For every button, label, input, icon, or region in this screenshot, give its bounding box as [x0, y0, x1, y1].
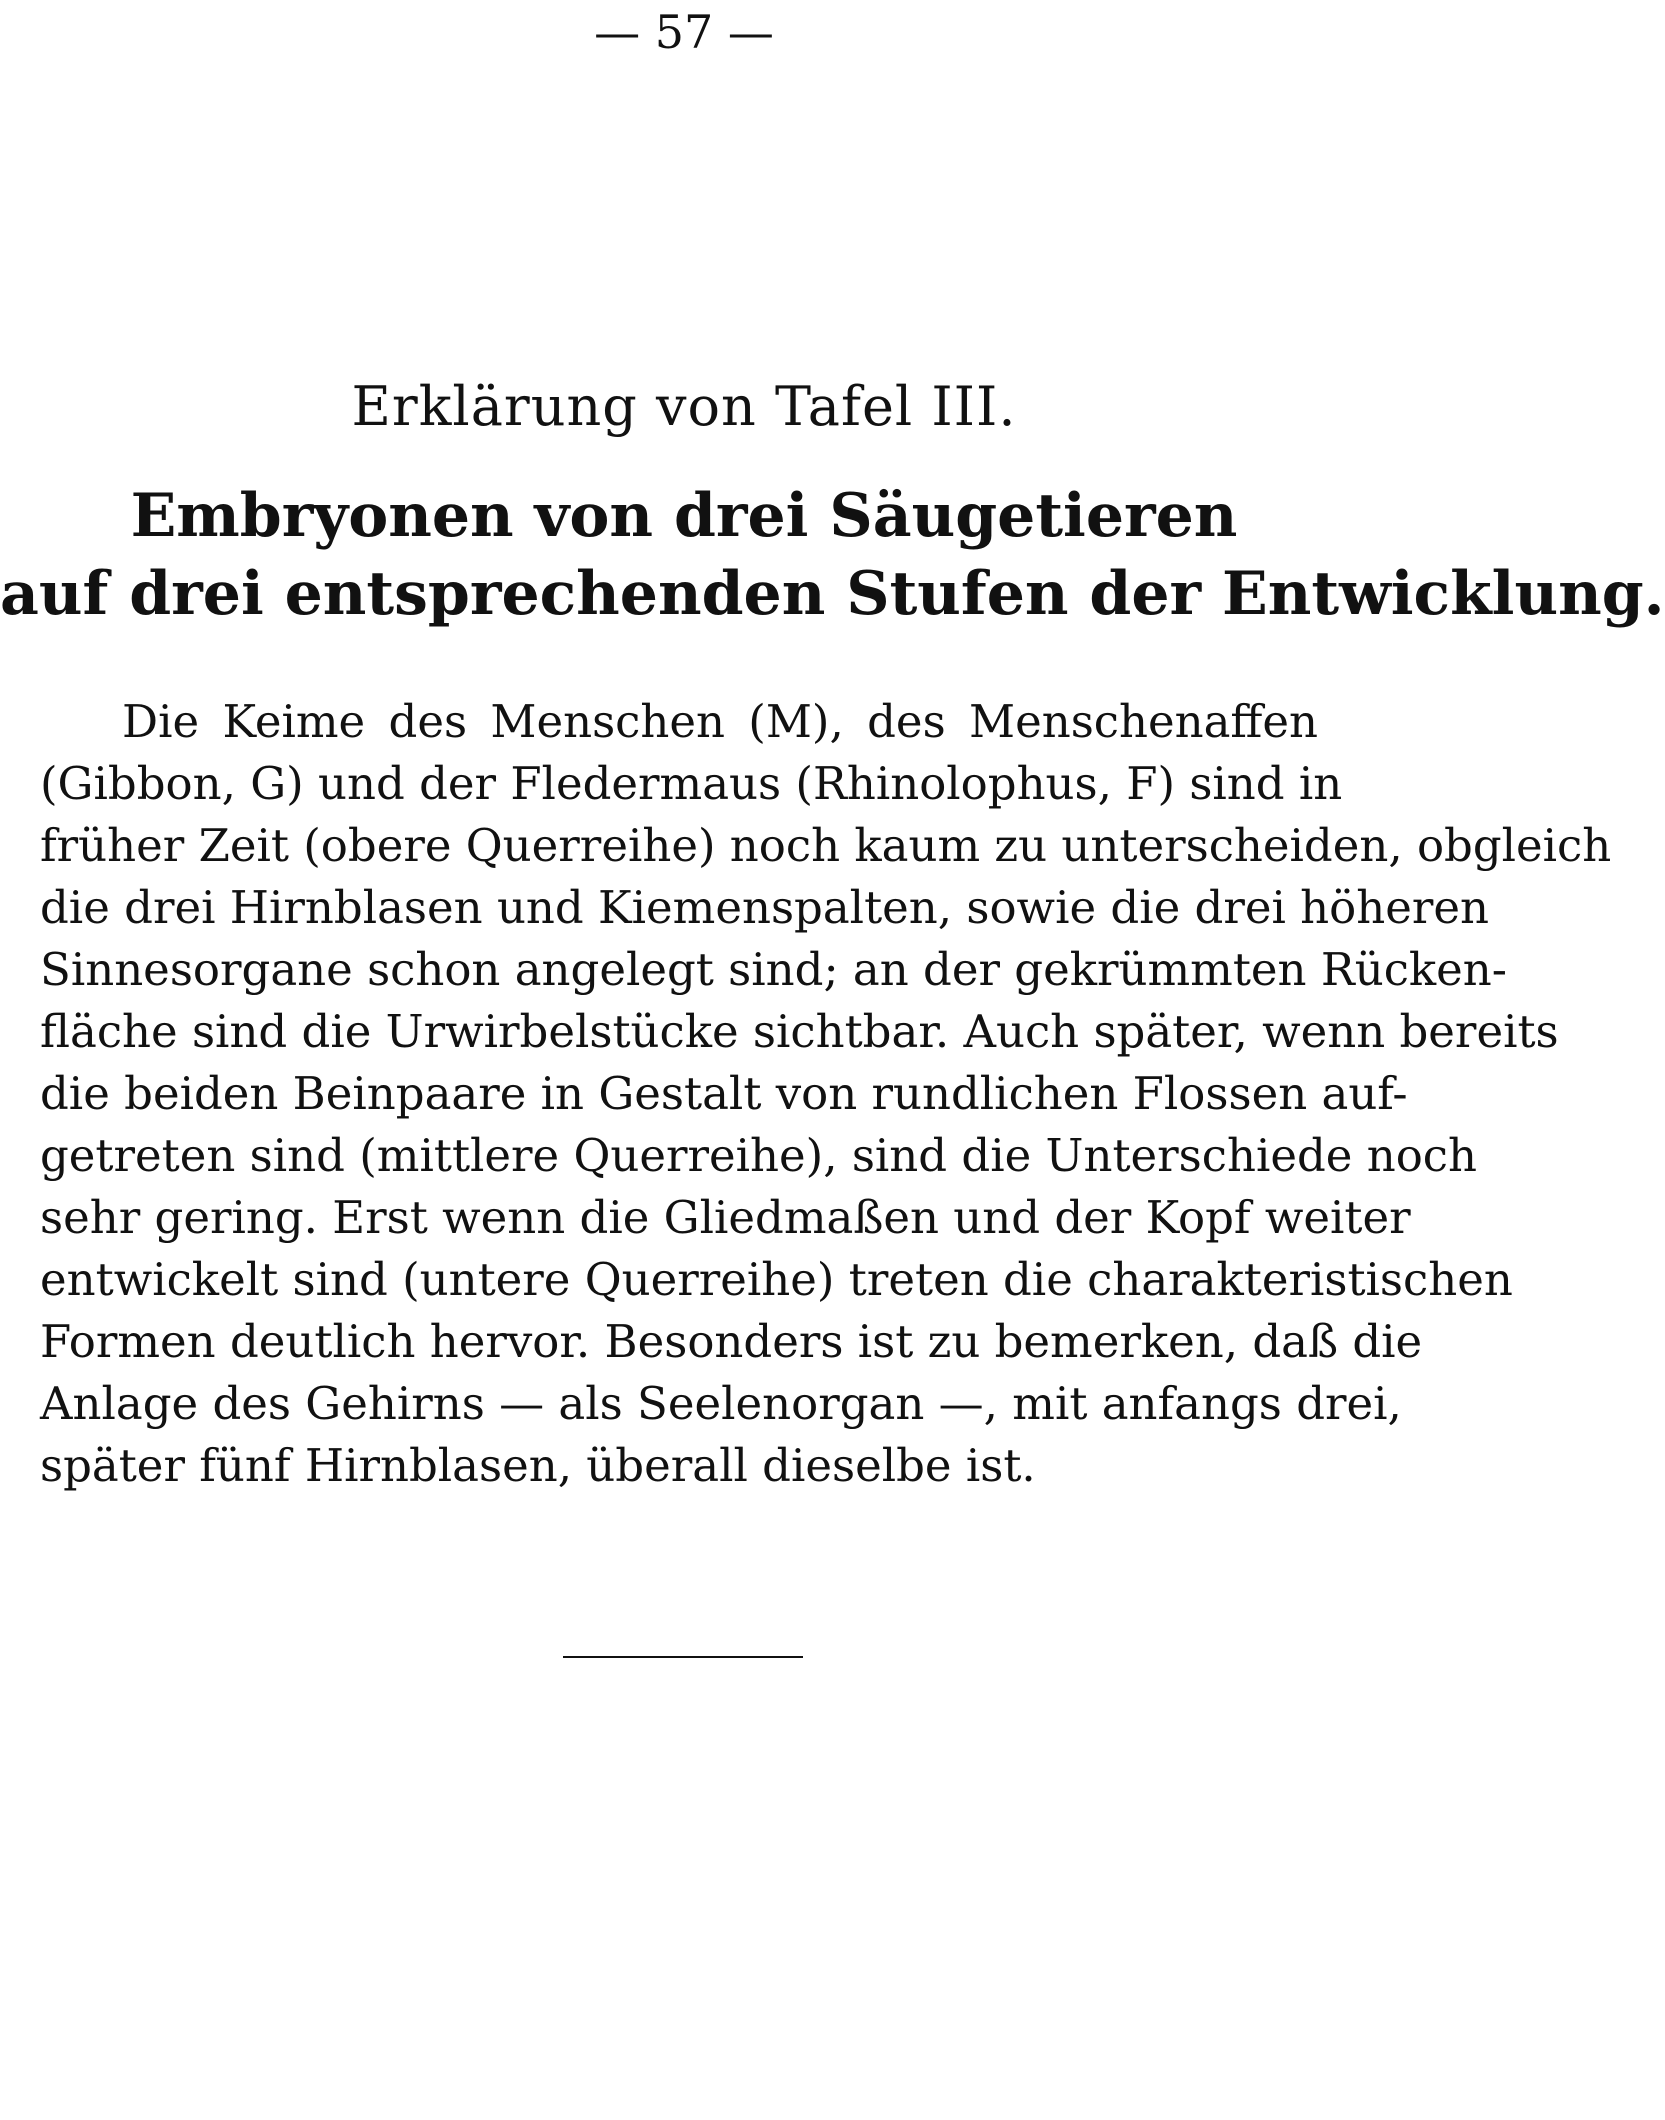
body-text-line-8: getreten sind (mittlere Querreihe), sind die Unterschiede noch: [40, 1129, 1477, 1182]
body-text-line-1: Die Keime des Menschen (M), des Menschenaffen: [122, 695, 1318, 748]
body-text-line-6: fläche sind die Urwirbelstücke sichtbar. Auch später, wenn bereits: [40, 1005, 1559, 1058]
body-text-line-13: später fünf Hirnblasen, überall dieselbe ist.: [40, 1439, 1036, 1492]
body-text-line-12: Anlage des Gehirns — als Seelenorgan —, mit anfangs drei,: [40, 1377, 1402, 1430]
body-text-line-3: früher Zeit (obere Querreihe) noch kaum zu unterscheiden, obgleich: [40, 819, 1612, 872]
body-text-line-7: die beiden Beinpaare in Gestalt von rundlichen Flossen auf-: [40, 1067, 1408, 1120]
page-number: — 57 —: [594, 5, 774, 59]
body-text-line-4: die drei Hirnblasen und Kiemenspalten, sowie die drei höheren: [40, 881, 1489, 934]
body-text-line-2: (Gibbon, G) und der Fledermaus (Rhinolophus, F) sind in: [40, 757, 1343, 810]
section-heading-line-2: auf drei entsprechenden Stufen der Entwicklung.: [0, 559, 1665, 629]
body-text-line-11: Formen deutlich hervor. Besonders ist zu bemerken, daß die: [40, 1315, 1423, 1368]
plate-title: Erklärung von Tafel III.: [351, 375, 1017, 438]
body-text-line-5: Sinnesorgane schon angelegt sind; an der gekrümmten Rücken-: [40, 943, 1507, 996]
section-divider: [563, 1656, 803, 1658]
body-text-line-10: entwickelt sind (untere Querreihe) treten die charakteristischen: [40, 1253, 1513, 1306]
body-text-line-9: sehr gering. Erst wenn die Gliedmaßen und der Kopf weiter: [40, 1191, 1411, 1244]
section-heading-line-1: Embryonen von drei Säugetieren: [130, 481, 1238, 551]
